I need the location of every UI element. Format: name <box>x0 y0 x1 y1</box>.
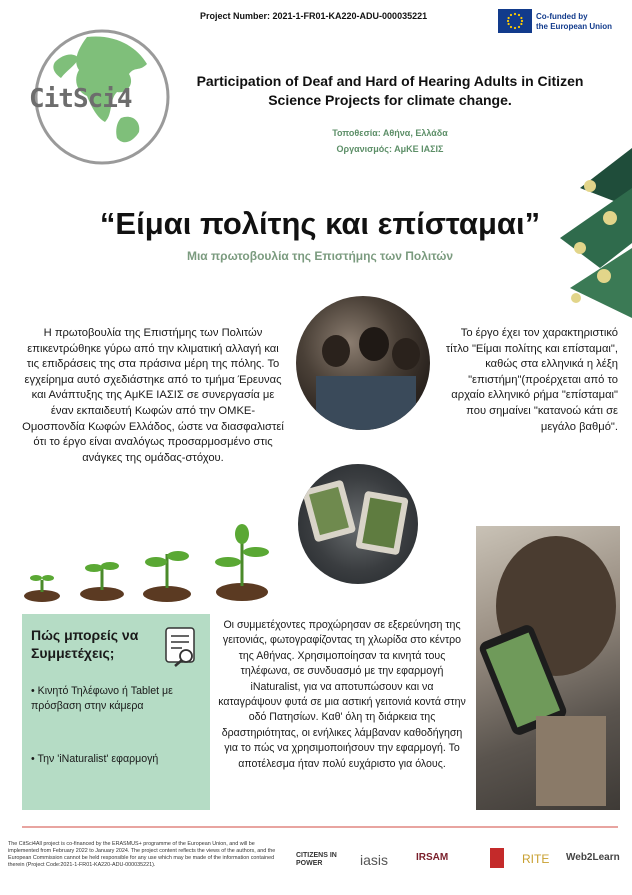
partner-logo-web2learn: Web2Learn <box>566 852 620 863</box>
organization: Οργανισμός: ΑμΚΕ ΙΑΣΙΣ <box>336 144 444 154</box>
requirement-device: • Κινητό Τηλέφωνο ή Tablet με πρόσβαση στην κάμερα <box>31 685 173 712</box>
sprouts-illustration <box>22 522 284 602</box>
requirement-app: • Την 'iNaturalist' εφαρμογή <box>31 753 159 765</box>
eu-funding-badge <box>498 9 618 35</box>
photo-phone-app <box>476 526 620 810</box>
partner-logo-irsam: IRSAM <box>416 852 449 863</box>
main-title: Participation of Deaf and Hard of Hearing Adults in Citizen Science Projects for climate change. <box>196 73 584 108</box>
partner-logo-iasis: iasis <box>360 852 389 868</box>
quote-title: “Είμαι πολίτης και επίσταμαι” <box>99 206 541 241</box>
participate-title: Πώς μπορείς να Συμμετέχεις; <box>31 627 139 661</box>
logo-wordmark: CitSci4 <box>29 84 132 114</box>
footer-divider <box>22 826 618 828</box>
citsci-logo <box>17 22 187 172</box>
eu-funding-text: Co-funded by the European Union <box>536 12 612 31</box>
photo-tablets <box>298 464 418 584</box>
checklist-search-icon <box>160 624 202 668</box>
partner-logo-rite: RITE <box>522 852 550 866</box>
project-number: Project Number: 2021-1-FR01-KA220-ADU-000035221 <box>200 11 428 21</box>
photo-participants <box>296 296 430 430</box>
partner-logo-citizens-in-power: CITIZENS IN POWER <box>296 852 337 867</box>
footer-disclaimer: The CitSci4All project is co-financed by the ERASMUS+ programme of the European Union, and will be implemented from February 2022 to January 2024. The project content reflects the views of the authors, and the European Commission cannot be held responsible for any use which may be made of the information contained therein (Project Code:2021-1-FR01-KA220-ADU-000035221). <box>8 841 276 868</box>
partner-logo-shield-icon <box>490 848 504 868</box>
location: Τοποθεσία: Αθήνα, Ελλάδα <box>332 128 448 138</box>
subtitle: Μια πρωτοβουλία της Επιστήμης των Πολιτών <box>186 249 454 263</box>
intro-paragraph: Η πρωτοβουλία της Επιστήμης των Πολιτών επικεντρώθηκε γύρω από την κλιματική αλλαγή και τις επιδράσεις της στα πράσινα μέρη της πόλης. Το εγχείρημα αυτό σχεδιάστηκε από το τμήμα Έρευνας και Ανάπτυξης της ΑμΚΕ ΙΑΣΙΣ σε συνεργασία με έναν εκπαιδευτή Κωφών από την ΟΜΚΕ- Ομοσπονδία Κωφών Ελλάδος, ώστε να διασφαλιστεί ότι το έργο είναι αναλόγως προσαρμοσμένο στις ανάγκες της ομάδας-στόχου. <box>22 327 284 464</box>
participate-box <box>22 614 210 810</box>
eu-flag-icon <box>498 9 532 33</box>
activity-paragraph: Οι συμμετέχοντες προχώρησαν σε εξερεύνηση της γειτονιάς, φωτογραφίζοντας τη χλωρίδα στο κέντρο της Αθήνας. Χρησιμοποίησαν τα κινητά τους τηλέφωνα, σε συνδυασμό με την εφαρμογή iNaturalist, για να αποτυπώσουν και να καταγράψουν φυτά σε μια αστική γειτονιά κοντά στην οδό Πατησίων. Καθ' όλη τη διάρκεια της δραστηριότητας, οι ενήλικες λάμβαναν καθοδήγηση για το πώς να χρησιμοποιήσουν την εφαρμογή. Το αποτέλεσμα ήταν πολύ ευχάριστο για όλους. <box>218 619 466 770</box>
project-name-paragraph: Το έργο έχει τον χαρακτηριστικό τίτλο "Είμαι πολίτης και επίσταμαι", καθώς στα ελληνικά η λέξη "επιστήμη"(προέρχεται από το αρχαίο ελληνικό ρήμα "επίσταμαι" που σημαίνει "κατανοώ κάτι σε μεγάλο βαθμό". <box>445 327 618 433</box>
